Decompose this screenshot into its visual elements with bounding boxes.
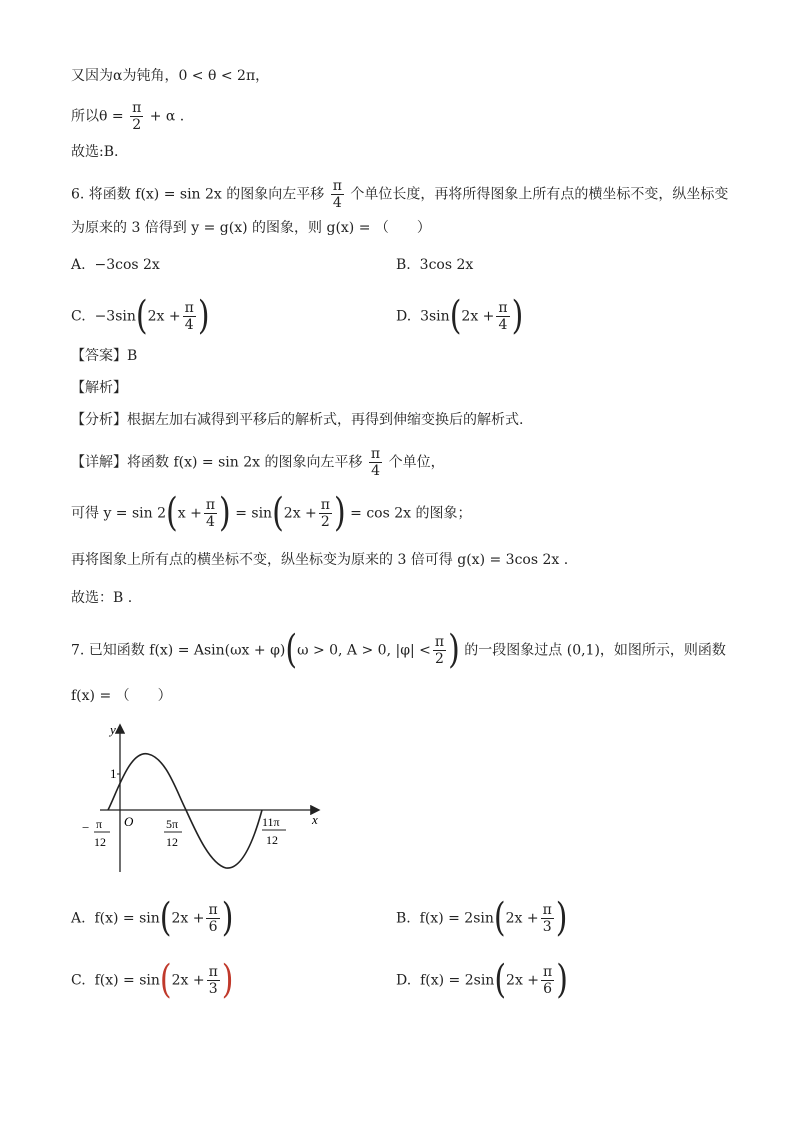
fraction-pi-over-4 xyxy=(331,178,344,211)
frac-num: π xyxy=(498,300,508,316)
frac-num: π xyxy=(543,964,553,980)
frac-num: π xyxy=(184,300,194,316)
detail-part1: 【详解】将函数 f(x) = sin 2x 的图象向左平移 xyxy=(71,454,363,471)
x-tick-neg-num: π xyxy=(96,817,103,831)
option-inner: 2x + xyxy=(171,972,205,989)
text-line-theta xyxy=(71,100,184,133)
choose-line: 故选：B . xyxy=(71,590,133,606)
q6-option-a[interactable] xyxy=(71,255,160,275)
fraction-pi-over-2 xyxy=(433,634,446,667)
option-label: D. xyxy=(396,972,412,989)
option-text: −3cos 2x xyxy=(94,257,160,273)
frac-num: π xyxy=(320,497,330,513)
q7-option-b[interactable]: B. f(x) = 2sin(2x + $\frac{\pi}{3}$ ) xyxy=(396,895,568,941)
fraction-pi-over-2 xyxy=(130,100,143,133)
q7-condition: ω > 0, A > 0, |φ| < xyxy=(297,642,431,659)
analysis-title: 【解析】 xyxy=(71,380,127,396)
stretch-line: 再将图象上所有点的横坐标不变，纵坐标变为原来的 3 倍可得 g(x) = 3cos 2x . xyxy=(71,552,569,568)
frac-num: π xyxy=(332,178,342,194)
fraction-pi-over-4 xyxy=(369,446,382,479)
option-text: 3cos 2x xyxy=(419,257,474,273)
derivation-line: 可得 y = sin 2(x + $\frac{\pi}{4}$ ) = sin(2x + $\frac{\pi}{2}$ ) = cos 2x 的图象； xyxy=(71,490,472,536)
derive-part4: 2x + xyxy=(283,505,317,522)
detail-part2: 个单位， xyxy=(388,454,445,471)
option-inner: 2x + xyxy=(461,308,495,325)
derive-part1: 可得 y = sin 2 xyxy=(71,505,167,522)
x-tick-neg-sign: − xyxy=(82,820,90,835)
derive-part5: = cos 2x 的图象； xyxy=(350,505,472,522)
answer-line: 【答案】B xyxy=(71,348,138,364)
q7-option-d[interactable]: D. f(x) = 2sin(2x + $\frac{\pi}{6}$ ) xyxy=(396,957,568,1003)
option-inner: 2x + xyxy=(171,910,205,927)
frac-num: π xyxy=(370,446,381,462)
option-text: f(x) = 2sin xyxy=(420,972,495,989)
option-text: 3sin xyxy=(420,308,450,325)
x-tick-5pi-num: 5π xyxy=(166,817,179,831)
option-label: B. xyxy=(396,257,411,273)
q6-stem-part2: 个单位长度，再将所得图象上所有点的横坐标不变，纵坐标变 xyxy=(350,186,729,203)
fraction xyxy=(207,964,220,997)
option-text: f(x) = sin xyxy=(94,972,160,989)
detail-line xyxy=(71,446,445,479)
frac-num: π xyxy=(208,902,218,918)
fraction xyxy=(541,902,554,935)
theta-suffix: + α . xyxy=(149,108,185,125)
x-axis-label: x xyxy=(312,812,318,827)
question-6-stem xyxy=(71,178,728,211)
question-7-stem-cont: f(x) = （ ） xyxy=(71,688,172,704)
frac-den: 4 xyxy=(205,514,215,530)
q6-option-b[interactable] xyxy=(396,255,473,275)
option-inner: 2x + xyxy=(147,308,181,325)
q7-option-c[interactable]: C. f(x) = sin(2x + $\frac{\pi}{3}$ ) xyxy=(71,957,234,1003)
text-line-choose-b: 故选:B. xyxy=(71,144,119,160)
theta-prefix: 所以θ = xyxy=(71,108,124,125)
q6-option-c[interactable]: C. −3sin(2x + $\frac{\pi}{4}$ ) xyxy=(71,293,210,339)
fraction xyxy=(496,300,509,333)
frac-den: 4 xyxy=(184,317,194,333)
frac-num: π xyxy=(208,964,218,980)
option-text: −3sin xyxy=(94,308,136,325)
q7-stem-part1: 7. 已知函数 f(x) = Asin(ωx + φ) xyxy=(71,642,286,659)
option-text: f(x) = 2sin xyxy=(419,910,494,927)
x-tick-11pi-den: 12 xyxy=(266,833,278,847)
q7-option-a[interactable]: A. f(x) = sin(2x + $\frac{\pi}{6}$ ) xyxy=(71,895,234,941)
x-tick-neg-den: 12 xyxy=(94,835,106,849)
frac-den: 4 xyxy=(371,463,380,479)
analysis-line: 【分析】根据左加右减得到平移后的解析式，再得到伸缩变换后的解析式. xyxy=(71,412,524,428)
sine-curve xyxy=(108,754,262,868)
option-label: A. xyxy=(71,257,86,273)
fraction xyxy=(183,300,196,333)
x-tick-11pi-num: 11π xyxy=(262,815,280,829)
text-line-obtuse-angle: 又因为α为钝角，0 < θ < 2π， xyxy=(71,68,270,84)
sine-graph xyxy=(72,720,332,880)
option-label: B. xyxy=(396,910,411,927)
derive-part2: x + xyxy=(177,505,202,522)
frac-den: 6 xyxy=(543,981,553,997)
frac-den: 3 xyxy=(208,981,218,997)
q7-stem-part2: 的一段图象过点 (0,1)，如图所示，则函数 xyxy=(464,642,726,659)
option-text: f(x) = sin xyxy=(94,910,160,927)
frac-den: 4 xyxy=(498,317,508,333)
frac-den: 2 xyxy=(132,117,142,133)
frac-num: π xyxy=(542,902,552,918)
q6-option-d[interactable]: D. 3sin(2x + $\frac{\pi}{4}$ ) xyxy=(396,293,524,339)
derive-part3: = sin xyxy=(235,505,273,522)
option-label: C. xyxy=(71,972,86,989)
y-tick-1: 1 xyxy=(110,766,117,781)
frac-num: π xyxy=(434,634,445,650)
option-inner: 2x + xyxy=(505,910,539,927)
frac-den: 2 xyxy=(320,514,330,530)
fraction xyxy=(206,902,219,935)
option-inner: 2x + xyxy=(506,972,540,989)
q6-stem-part1: 6. 将函数 f(x) = sin 2x 的图象向左平移 xyxy=(71,186,325,203)
frac-den: 2 xyxy=(435,651,444,667)
question-7-stem: 7. 已知函数 f(x) = Asin(ωx + φ)(ω > 0, A > 0, |φ| < $\frac{\pi}{2}$ ) 的一段图象过点 (0,1)，如图所示，则函数 xyxy=(71,627,726,673)
frac-num: π xyxy=(205,497,216,513)
fraction xyxy=(319,497,332,530)
fraction xyxy=(204,497,217,530)
fraction xyxy=(541,964,554,997)
origin-label: O xyxy=(124,814,134,829)
frac-num: π xyxy=(132,100,142,116)
frac-den: 3 xyxy=(542,919,552,935)
x-tick-5pi-den: 12 xyxy=(166,835,178,849)
question-6-stem-cont: 为原来的 3 倍得到 y = g(x) 的图象，则 g(x) = （ ） xyxy=(71,220,431,236)
option-label: A. xyxy=(71,910,86,927)
y-axis-label: y xyxy=(110,722,116,737)
option-label: D. xyxy=(396,308,412,325)
frac-den: 4 xyxy=(332,195,342,211)
frac-den: 6 xyxy=(208,919,218,935)
option-label: C. xyxy=(71,308,86,325)
